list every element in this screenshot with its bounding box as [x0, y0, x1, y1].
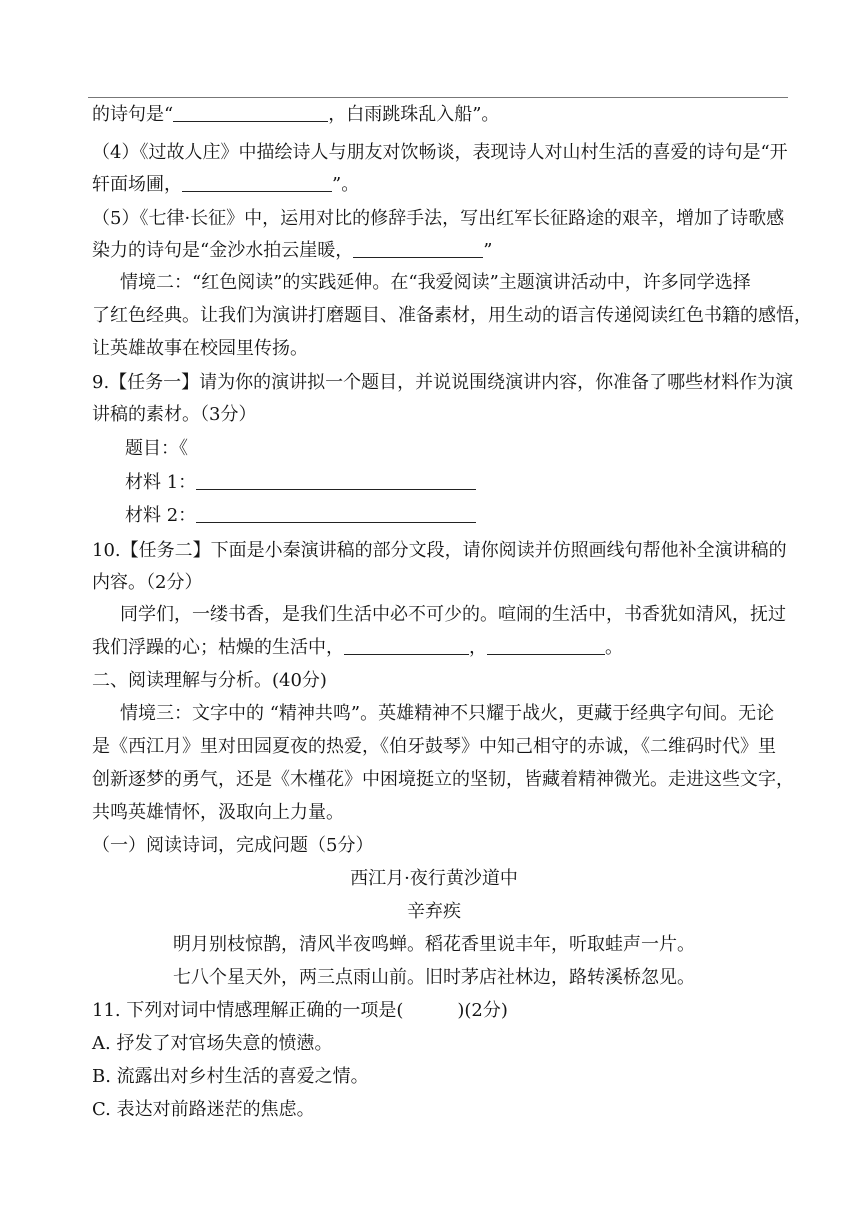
header-rule	[88, 97, 788, 98]
poem-line-2: 七八个星天外，两三点雨山前。旧时茅店社林边，路转溪桥忽见。	[173, 967, 695, 988]
text: ，白雨跳珠乱入船”。	[328, 104, 500, 125]
text: 的诗句是“	[92, 104, 174, 125]
question-9-line1: 9.【任务一】请为你的演讲拟一个题目，并说说围绕演讲内容，你准备了哪些材料作为演	[92, 372, 794, 393]
text: 轩面场圃，	[92, 174, 182, 195]
option-b[interactable]: B. 流露出对乡村生活的喜爱之情。	[92, 1066, 369, 1087]
q9-title-field	[125, 436, 188, 462]
question-11: 11. 下列对词中情感理解正确的一项是( )(2分)	[92, 1000, 508, 1021]
answer-blank[interactable]	[173, 103, 328, 122]
situation-3-line1: 情境三：文字中的 “精神共鸣”。英雄精神不只耀于战火，更藏于经典字句间。无论	[120, 703, 775, 724]
question-4-line2	[92, 172, 359, 198]
answer-blank[interactable]	[182, 173, 332, 192]
answer-blank[interactable]	[196, 471, 476, 490]
question-9-line2: 讲稿的素材。（3分）	[92, 404, 257, 425]
text: 。	[605, 637, 623, 658]
situation-2-line2: 了红色经典。让我们为演讲打磨题目、准备素材，用生动的语言传递阅读红色书籍的感悟，	[92, 305, 812, 326]
q10-passage-line2	[92, 635, 623, 661]
option-c[interactable]: C. 表达对前路迷茫的焦虑。	[92, 1099, 315, 1120]
q10-passage-line1: 同学们，一缕书香，是我们生活中必不可少的。喧闹的生活中，书香犹如清风，抚过	[120, 604, 786, 625]
question-4-line1: （4）《过故人庄》中描绘诗人与朋友对饮畅谈，表现诗人对山村生活的喜爱的诗句是“开	[92, 142, 788, 163]
text: 染力的诗句是“金沙水拍云崖暖，	[92, 240, 354, 261]
q9-material-2	[125, 503, 476, 529]
poem-title: 西江月·夜行黄沙道中	[350, 868, 518, 889]
text: 材料 2：	[125, 505, 197, 526]
situation-3-line2: 是《西江月》里对田园夏夜的热爱，《伯牙鼓琴》中知己相守的赤诚，《二维码时代》里	[92, 736, 776, 757]
text: 题目：《	[125, 438, 188, 459]
answer-blank[interactable]	[487, 636, 605, 655]
text: ”。	[332, 174, 360, 195]
text: ，	[469, 637, 487, 658]
answer-blank[interactable]	[353, 239, 483, 258]
question-5-line2	[92, 238, 492, 264]
option-a[interactable]: A. 抒发了对官场失意的愤懑。	[92, 1033, 333, 1054]
question-5-line1: （5）《七律·长征》中，运用对比的修辞手法，写出红军长征路途的艰辛，增加了诗歌感	[92, 208, 785, 229]
text: ”	[483, 240, 493, 261]
q9-material-1	[125, 470, 476, 496]
situation-2-line3: 让英雄故事在校园里传扬。	[92, 338, 308, 359]
situation-3-line3: 创新逐梦的勇气，还是《木槿花》中困境挺立的坚韧，皆藏着精神微光。走进这些文字，	[92, 769, 794, 790]
question-10-line1: 10.【任务二】下面是小秦演讲稿的部分文段，请你阅读并仿照画线句帮他补全演讲稿的	[92, 540, 787, 561]
situation-2-line1: 情境二：“红色阅读”的实践延伸。在“我爱阅读”主题演讲活动中，许多同学选择	[120, 272, 751, 293]
situation-3-line4: 共鸣英雄情怀，汲取向上力量。	[92, 802, 344, 823]
poem-line-1: 明月别枝惊鹊，清风半夜鸣蝉。稻花香里说丰年，听取蛙声一片。	[173, 934, 695, 955]
text: 材料 1：	[125, 472, 197, 493]
poem-author: 辛弃疾	[407, 901, 461, 922]
answer-blank[interactable]	[196, 504, 476, 523]
section-2-heading: 二、阅读理解与分析。(40分)	[92, 670, 327, 691]
text: 我们浮躁的心；枯燥的生活中，	[92, 637, 344, 658]
line-q3-tail	[92, 102, 499, 128]
answer-blank[interactable]	[344, 636, 469, 655]
question-10-line2: 内容。（2分）	[92, 572, 203, 593]
part-1-heading: （一）阅读诗词，完成问题（5分）	[92, 835, 374, 856]
